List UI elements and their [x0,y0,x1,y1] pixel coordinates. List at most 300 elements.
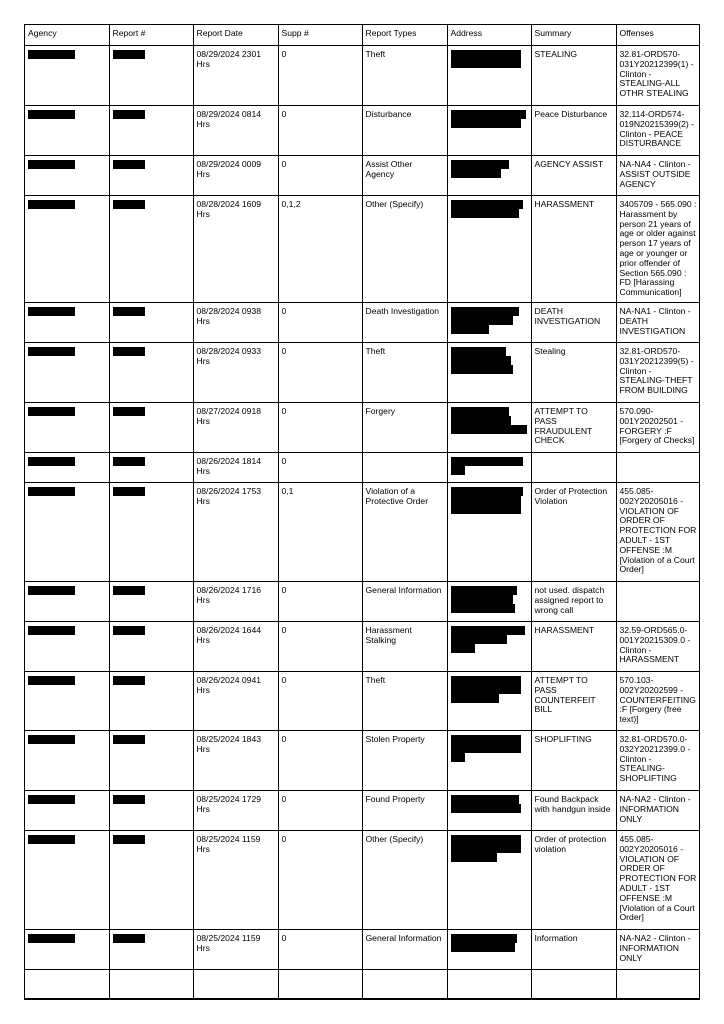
offenses-cell [616,106,700,156]
redacted-address [451,586,517,595]
supp-number-text: 0 [281,734,287,744]
table-row [25,930,700,970]
redacted-address [451,644,475,653]
summary-text: DEATH INVESTIGATION [534,306,601,326]
table-row [25,156,700,196]
agency-cell [25,46,109,106]
summary-text: not used. dispatch assigned report to wrong call [534,585,605,615]
report-date-cell [193,156,278,196]
report-number-cell [109,930,193,970]
supp-number-cell [278,343,362,403]
report-number-cell [109,343,193,403]
agency-cell [25,483,109,582]
redacted-address [451,457,523,466]
redacted-agency [28,160,75,169]
offenses-text: NA-NA2 - Clinton - INFORMATION ONLY [619,933,691,963]
redacted-address [451,416,511,425]
report-number-cell [109,672,193,731]
summary-text: HARASSMENT [534,625,595,635]
summary-cell [531,672,616,731]
report-type-text: Violation of a Protective Order [365,486,429,506]
report-number-cell [109,582,193,622]
column-header-address: Address [447,25,531,46]
address-cell [447,731,531,791]
redacted-address [451,365,513,374]
supp-number-cell [278,582,362,622]
redacted-address [451,466,465,475]
supp-number-text: 0 [281,625,287,635]
supp-number-cell [278,731,362,791]
offenses-text: NA-NA1 - Clinton - DEATH INVESTIGATION [619,306,691,336]
report-number-cell [109,453,193,483]
report-type-cell [362,453,447,483]
redacted-agency [28,735,75,744]
supp-number-cell [278,106,362,156]
report-type-text: Other (Specify) [365,199,424,209]
offenses-cell [616,453,700,483]
redacted-agency [28,200,75,209]
redacted-report-number [113,407,145,416]
column-header-report-types: Report Types [362,25,447,46]
redacted-report-number [113,934,145,943]
redacted-agency [28,407,75,416]
table-row [25,46,700,106]
redacted-address [451,59,521,68]
redacted-address [451,316,513,325]
report-type-cell [362,930,447,970]
offenses-text: 570.103- 002Y20202599 - COUNTERFEITING :F [Forgery (free text)] [619,675,696,725]
redacted-address [451,744,521,753]
report-number-cell [109,622,193,672]
redacted-report-number [113,160,145,169]
offenses-text: 32.81-ORD570.0- 032Y20212399.0 - Clinton - STEALING- SHOPLIFTING [619,734,691,784]
report-date-cell [193,731,278,791]
summary-text: STEALING [534,49,578,59]
summary-text: Order of Protection Violation [534,486,608,506]
offenses-text: 570.090- 001Y20202501 - FORGERY :F [Forgery of Checks] [619,406,695,446]
redacted-address [451,635,507,644]
redacted-agency [28,835,75,844]
supp-number-text: 0 [281,933,287,943]
report-type-cell [362,106,447,156]
summary-text: Stealing [534,346,566,356]
supp-number-cell [278,453,362,483]
table-row [25,106,700,156]
redacted-agency [28,795,75,804]
report-date-cell [193,46,278,106]
column-header-supp-number: Supp # [278,25,362,46]
redacted-agency [28,586,75,595]
redacted-address [451,119,521,128]
supp-number-cell [278,46,362,106]
report-date-cell [193,930,278,970]
address-cell [447,453,531,483]
report-date-cell [193,672,278,731]
redacted-address [451,356,511,365]
report-type-text: Forgery [365,406,396,416]
summary-cell [531,930,616,970]
offenses-text: NA-NA4 - Clinton - ASSIST OUTSIDE AGENCY [619,159,691,189]
report-date-cell [193,303,278,343]
table-row [25,483,700,582]
agency-cell [25,731,109,791]
supp-number-cell [278,831,362,930]
redacted-agency [28,626,75,635]
redacted-agency [28,110,75,119]
redacted-address [451,676,521,685]
report-type-text: Stolen Property [365,734,425,744]
offenses-cell [616,622,700,672]
column-header-summary: Summary [531,25,616,46]
summary-cell [531,453,616,483]
redacted-address [451,505,521,514]
supp-number-cell [278,622,362,672]
agency-cell [25,582,109,622]
offenses-cell [616,196,700,303]
table-row [25,343,700,403]
report-page [24,24,700,1000]
summary-cell [531,403,616,453]
redacted-address [451,595,513,604]
redacted-address [451,347,506,356]
report-date-text: 08/26/2024 1644 Hrs [196,625,262,645]
report-type-cell [362,303,447,343]
address-cell [447,106,531,156]
offenses-text: 3405709 - 565.090 : Harassment by person 21 years of age or older against person 17 years of age or younger or prior offender of Section 565.090 : FD [Harassing Communication] [619,199,697,298]
redacted-address [451,934,517,943]
column-header-agency: Agency [25,25,109,46]
offenses-text: 455.085- 002Y20205016 - VIOLATION OF ORDER OF PROTECTION FOR ADULT - 1ST OFFENSE :M [Violation of a Court Order] [619,486,697,575]
report-date-text: 08/28/2024 0938 Hrs [196,306,262,326]
offenses-cell [616,791,700,831]
redacted-address [451,694,499,703]
report-number-cell [109,483,193,582]
report-type-text: Assist Other Agency [365,159,413,179]
redacted-address [451,795,519,804]
redacted-address [451,160,509,169]
report-date-cell [193,196,278,303]
report-type-text: Harassment Stalking [365,625,412,645]
report-date-text: 08/29/2024 0009 Hrs [196,159,262,179]
summary-text: Order of protection violation [534,834,607,854]
offenses-cell [616,731,700,791]
agency-cell [25,791,109,831]
address-cell [447,403,531,453]
agency-cell [25,196,109,303]
offenses-cell [616,930,700,970]
redacted-address [451,604,515,613]
incident-report-table [25,25,700,999]
report-type-text: Disturbance [365,109,412,119]
report-type-text: Other (Specify) [365,834,424,844]
supp-number-text: 0 [281,109,287,119]
redacted-address [451,804,521,813]
agency-cell [25,622,109,672]
address-cell [447,343,531,403]
address-cell [447,303,531,343]
report-type-text: Theft [365,49,386,59]
table-row [25,731,700,791]
supp-number-text: 0 [281,794,287,804]
summary-text: HARASSMENT [534,199,595,209]
report-type-cell [362,672,447,731]
report-date-text: 08/28/2024 0933 Hrs [196,346,262,366]
redacted-report-number [113,795,145,804]
report-date-cell [193,582,278,622]
redacted-report-number [113,626,145,635]
offenses-cell [616,582,700,622]
supp-number-cell [278,403,362,453]
address-cell [447,46,531,106]
report-number-cell [109,156,193,196]
supp-number-text: 0 [281,49,287,59]
redacted-address [451,626,525,635]
agency-cell [25,672,109,731]
supp-number-cell [278,196,362,303]
column-header-offenses: Offenses [616,25,700,46]
offenses-text: 455.085- 002Y20205016 - VIOLATION OF ORDER OF PROTECTION FOR ADULT - 1ST OFFENSE :M [Violation of a Court Order] [619,834,697,923]
report-number-cell [109,731,193,791]
redacted-agency [28,457,75,466]
report-number-cell [109,196,193,303]
address-cell [447,582,531,622]
table-row [25,453,700,483]
redacted-report-number [113,347,145,356]
report-date-cell [193,343,278,403]
table-row [25,303,700,343]
address-cell [447,622,531,672]
redacted-address [451,735,521,744]
report-date-text: 08/29/2024 2301 Hrs [196,49,262,69]
supp-number-cell [278,672,362,731]
agency-cell [25,930,109,970]
report-type-text: General Information [365,585,442,595]
redacted-report-number [113,200,145,209]
report-date-text: 08/26/2024 1753 Hrs [196,486,262,506]
report-type-cell [362,403,447,453]
supp-number-text: 0 [281,585,287,595]
address-cell [447,930,531,970]
redacted-address [451,200,523,209]
report-number-cell [109,403,193,453]
report-number-cell [109,303,193,343]
report-date-text: 08/25/2024 1159 Hrs [196,933,261,953]
agency-cell [25,303,109,343]
report-type-text: Theft [365,346,386,356]
report-type-cell [362,731,447,791]
summary-cell [531,582,616,622]
offenses-text: 32.81-ORD570- 031Y20212399(5) - Clinton - STEALING-THEFT FROM BUILDING [619,346,694,396]
report-number-cell [109,791,193,831]
redacted-address [451,425,527,434]
agency-cell [25,403,109,453]
redacted-address [451,169,501,178]
report-type-cell [362,343,447,403]
summary-cell [531,106,616,156]
supp-number-cell [278,303,362,343]
report-type-cell [362,483,447,582]
report-number-cell [109,106,193,156]
redacted-address [451,835,521,844]
summary-cell [531,196,616,303]
summary-cell [531,46,616,106]
report-type-cell [362,582,447,622]
redacted-address [451,496,521,505]
supp-number-cell [278,791,362,831]
report-date-text: 08/25/2024 1729 Hrs [196,794,262,814]
redacted-report-number [113,735,145,744]
supp-number-cell [278,930,362,970]
supp-number-text: 0 [281,406,287,416]
address-cell [447,831,531,930]
report-date-cell [193,403,278,453]
summary-cell [531,343,616,403]
summary-text: Information [534,933,578,943]
supp-number-cell [278,483,362,582]
redacted-address [451,209,519,218]
redacted-address [451,753,465,762]
report-type-cell [362,791,447,831]
summary-text: Found Backpack with handgun inside [534,794,611,814]
redacted-address [451,844,521,853]
supp-number-cell [278,156,362,196]
report-type-text: Death Investigation [365,306,440,316]
summary-text: ATTEMPT TO PASS FRAUDULENT CHECK [534,406,593,446]
summary-cell [531,731,616,791]
supp-number-text: 0 [281,675,287,685]
redacted-report-number [113,835,145,844]
summary-cell [531,791,616,831]
offenses-cell [616,343,700,403]
offenses-cell [616,672,700,731]
table-row [25,672,700,731]
summary-text: Peace Disturbance [534,109,608,119]
supp-number-text: 0,1,2 [281,199,301,209]
redacted-address [451,307,519,316]
report-date-text: 08/25/2024 1843 Hrs [196,734,262,754]
agency-cell [25,343,109,403]
redacted-report-number [113,307,145,316]
supp-number-text: 0 [281,834,287,844]
redacted-address [451,487,523,496]
summary-cell [531,622,616,672]
address-cell [447,672,531,731]
report-type-text: Theft [365,675,386,685]
summary-cell [531,483,616,582]
report-date-text: 08/27/2024 0918 Hrs [196,406,262,426]
report-number-cell [109,831,193,930]
table-row [25,791,700,831]
agency-cell [25,453,109,483]
report-date-cell [193,791,278,831]
agency-cell [25,106,109,156]
redacted-report-number [113,586,145,595]
report-type-cell [362,831,447,930]
report-type-text: Found Property [365,794,425,804]
table-row [25,196,700,303]
report-date-text: 08/25/2024 1159 Hrs [196,834,261,854]
header-row [25,25,700,46]
column-header-report-date: Report Date [193,25,278,46]
table-row [25,622,700,672]
report-date-cell [193,622,278,672]
redacted-report-number [113,487,145,496]
report-type-cell [362,196,447,303]
report-date-text: 08/28/2024 1609 Hrs [196,199,262,219]
redacted-address [451,943,515,952]
report-type-text: General Information [365,933,442,943]
summary-text: AGENCY ASSIST [534,159,604,169]
offenses-text: 32.59-ORD565.0- 001Y20215309.0 - Clinton - HARASSMENT [619,625,691,665]
redacted-address [451,110,526,119]
table-row [25,831,700,930]
offenses-cell [616,156,700,196]
agency-cell [25,831,109,930]
supp-number-text: 0 [281,456,287,466]
report-type-cell [362,622,447,672]
redacted-agency [28,487,75,496]
report-date-cell [193,453,278,483]
table-row [25,582,700,622]
redacted-report-number [113,50,145,59]
redacted-address [451,50,521,59]
summary-cell [531,831,616,930]
report-date-text: 08/29/2024 0814 Hrs [196,109,262,129]
redacted-report-number [113,676,145,685]
summary-cell [531,303,616,343]
offenses-text: 32.81-ORD570- 031Y20212399(1) - Clinton - STEALING-ALL OTHR STEALING [619,49,694,99]
address-cell [447,483,531,582]
offenses-cell [616,303,700,343]
offenses-cell [616,46,700,106]
supp-number-text: 0 [281,159,287,169]
agency-cell [25,156,109,196]
supp-number-text: 0,1 [281,486,294,496]
supp-number-text: 0 [281,346,287,356]
redacted-report-number [113,110,145,119]
redacted-address [451,685,521,694]
report-date-text: 08/26/2024 0941 Hrs [196,675,262,695]
report-date-text: 08/26/2024 1716 Hrs [196,585,262,605]
address-cell [447,791,531,831]
redacted-address [451,853,497,862]
redacted-agency [28,676,75,685]
address-cell [447,156,531,196]
redacted-agency [28,50,75,59]
report-type-cell [362,46,447,106]
offenses-cell [616,831,700,930]
offenses-text: 32.114-ORD574- 019N20215399(2) - Clinton - PEACE DISTURBANCE [619,109,695,149]
redacted-address [451,325,489,334]
summary-text: SHOPLIFTING [534,734,592,744]
supp-number-text: 0 [281,306,287,316]
redacted-report-number [113,457,145,466]
report-number-cell [109,46,193,106]
empty-footer-row [25,970,700,999]
redacted-address [451,407,509,416]
summary-text: ATTEMPT TO PASS COUNTERFEIT BILL [534,675,596,715]
report-date-cell [193,831,278,930]
table-row [25,403,700,453]
offenses-cell [616,483,700,582]
report-date-cell [193,483,278,582]
column-header-report-number: Report # [109,25,193,46]
redacted-agency [28,307,75,316]
address-cell [447,196,531,303]
offenses-cell [616,403,700,453]
offenses-text: NA-NA2 - Clinton - INFORMATION ONLY [619,794,691,824]
report-type-cell [362,156,447,196]
